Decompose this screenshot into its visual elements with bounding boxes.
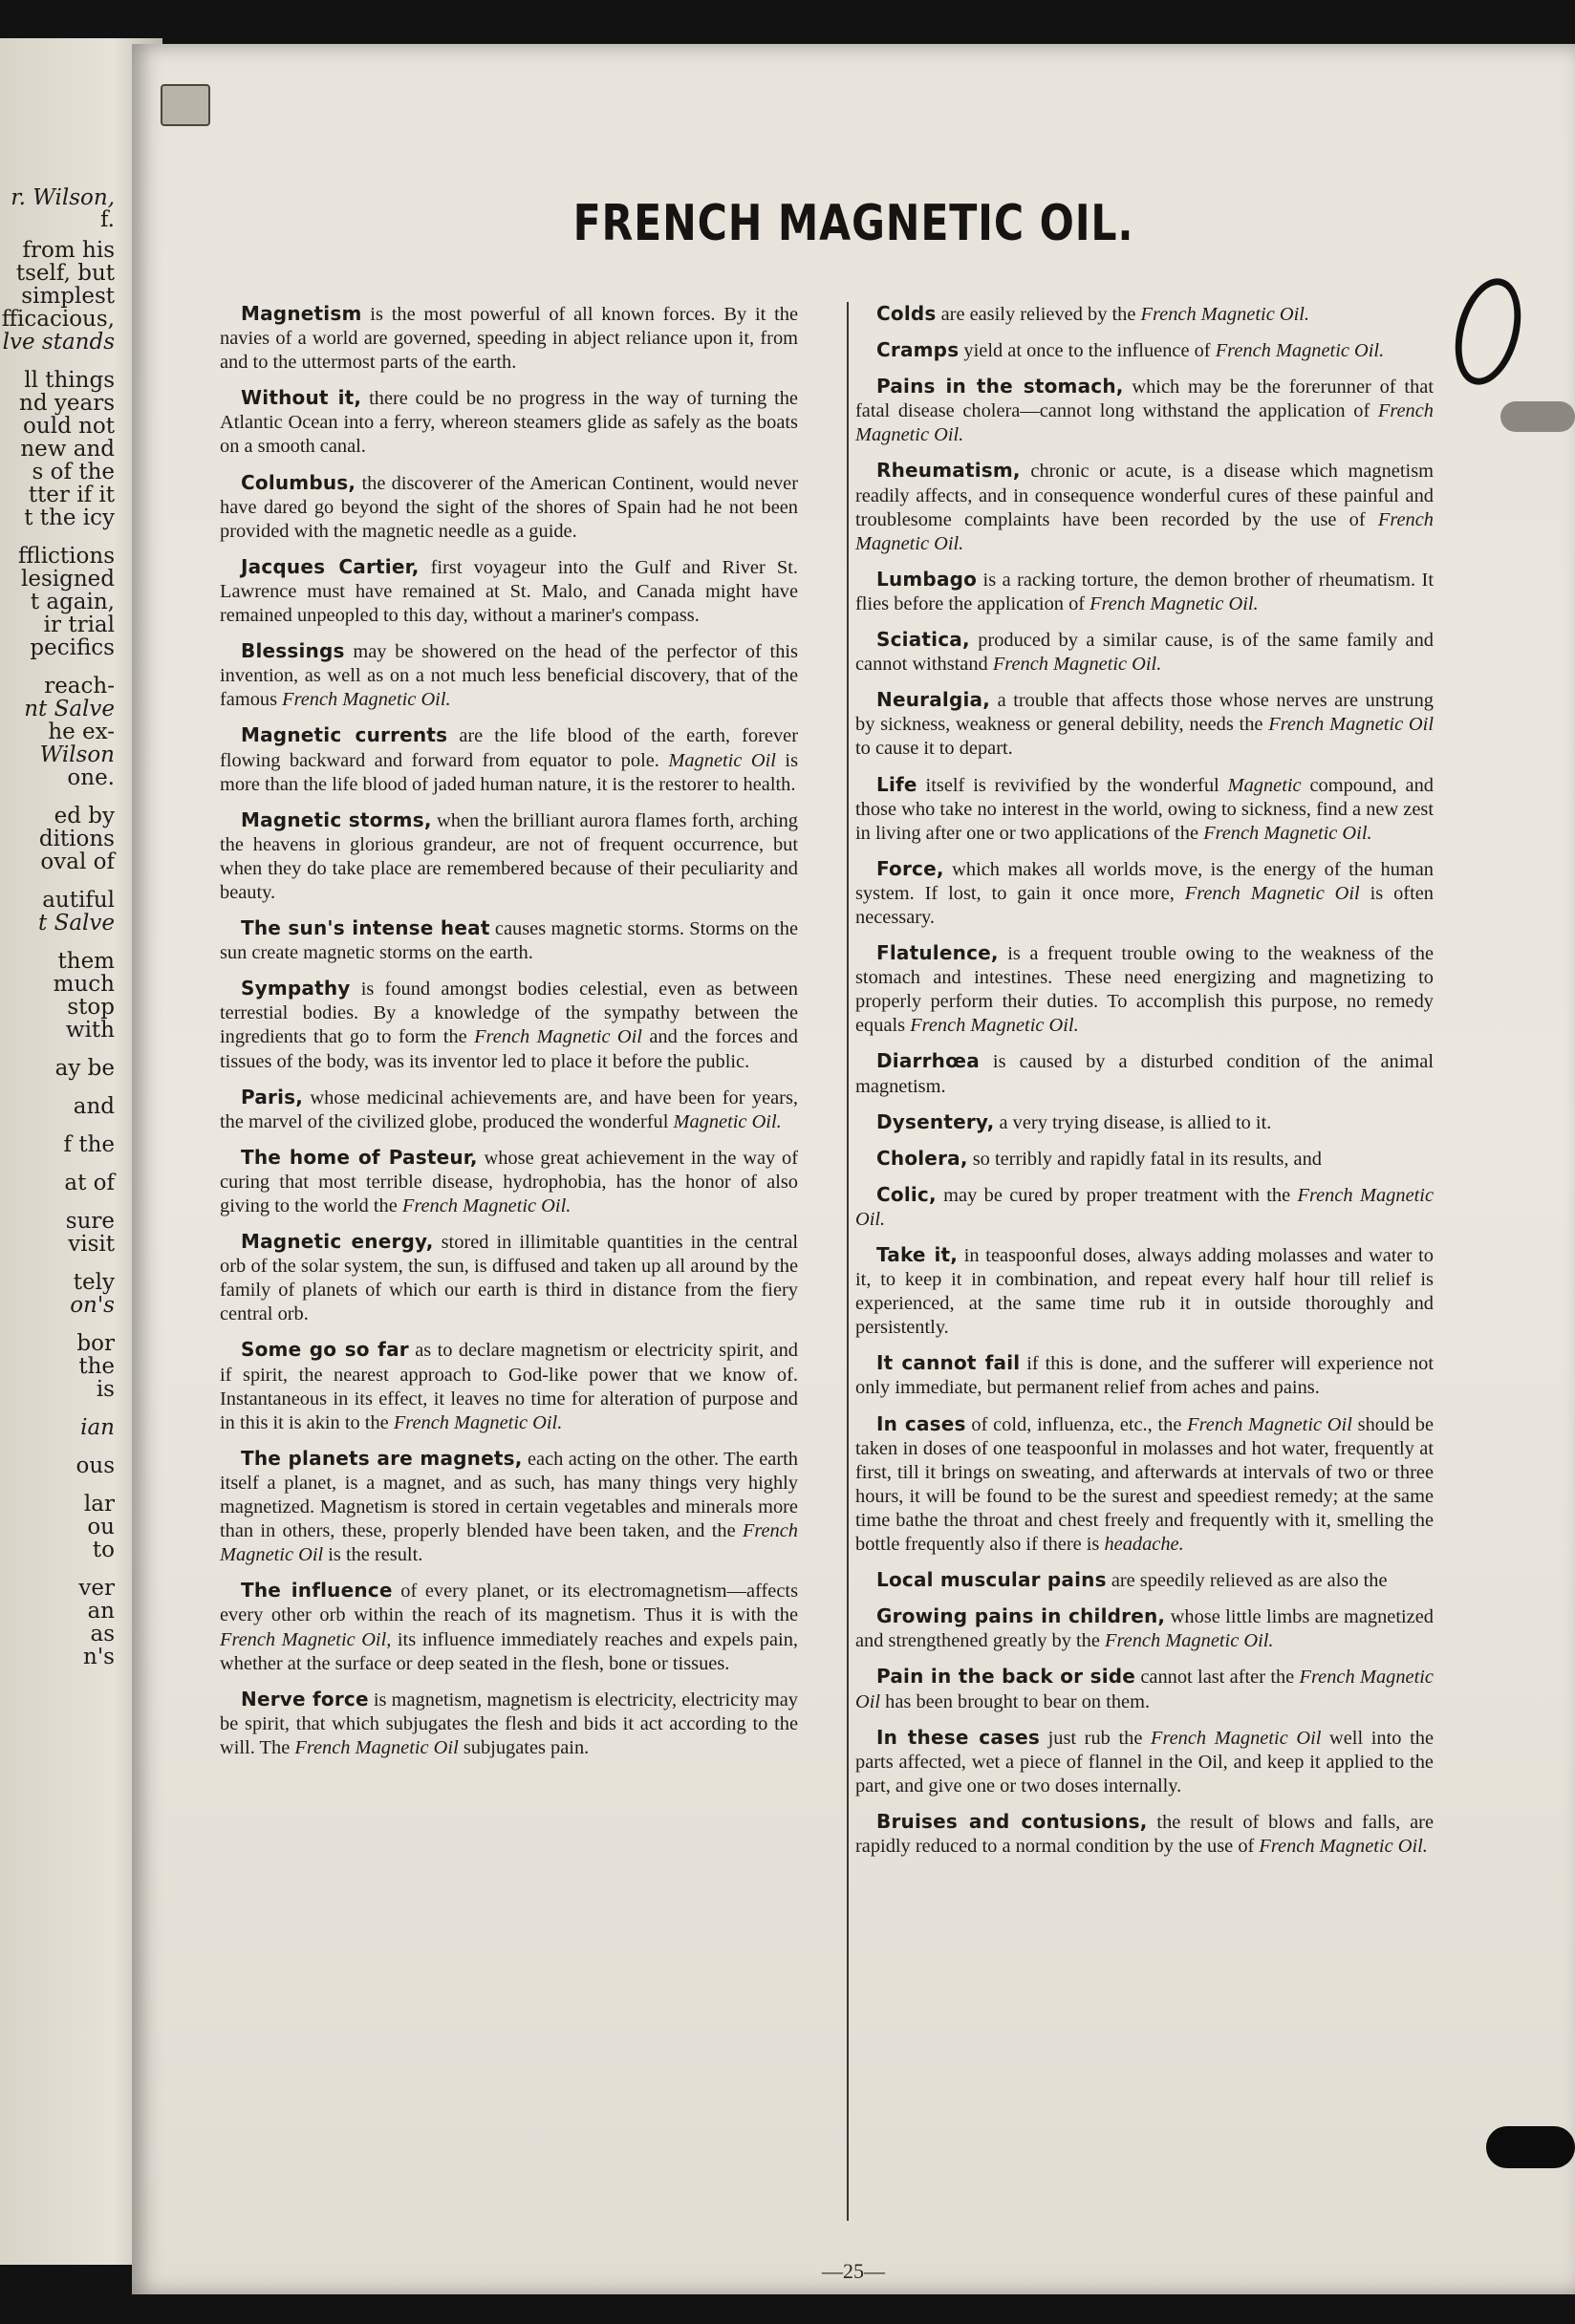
paragraph-lead: Colds <box>876 302 937 325</box>
body-text: in teaspoonful doses, always adding molasses and water to it, to keep it in combination, and repeat every half hour till relief is experienced, at the same time rub it in outside thoroughly and persistently. <box>855 1245 1434 1339</box>
body-text: itself is revivified by the wonderful <box>917 774 1228 796</box>
body-text: is found amongst bodies celestial, even as between terrestial bodies. By a knowledge of the sympathy between the ingredients that go to form the <box>220 979 798 1048</box>
previous-page-line: lar <box>83 1492 115 1517</box>
previous-page-line: tself, but <box>15 261 115 286</box>
body-text: are the life blood of the earth, forever flowing backward and forward from equator to pole. <box>220 725 798 771</box>
page-title: FRENCH MAGNETIC OIL. <box>572 195 1134 252</box>
italic-text: French Magnetic Oil. <box>1215 340 1385 362</box>
body-text: is the result. <box>323 1544 423 1566</box>
body-text: a trouble that affects those whose nerves are unstrung by sickness, weakness or general debility, needs the <box>855 690 1434 736</box>
paragraph <box>855 1110 1434 1135</box>
previous-page-line: simplest <box>21 284 115 309</box>
body-text: cannot last after the <box>1135 1667 1300 1689</box>
paragraph <box>220 386 798 459</box>
paragraph <box>220 1579 798 1675</box>
paragraph-lead: Take it, <box>876 1243 959 1266</box>
body-text: is caused by a disturbed condition of the animal magnetism. <box>855 1051 1434 1097</box>
paragraph-lead: Some go so far <box>241 1338 409 1362</box>
italic-text: Magnetic Oil. <box>673 1110 782 1132</box>
paragraph-lead: Lumbago <box>876 567 978 591</box>
paragraph-lead: Pain in the back or side <box>876 1665 1136 1689</box>
italic-text: French Magnetic Oil. <box>1090 592 1259 614</box>
body-text: just rub the <box>1040 1727 1151 1749</box>
body-text: stored in illimitable quantities in the central orb of the solar system, the sun, is diffused and taken up all around by the family of planets of which our earth is third in distance from the fiery central orb. <box>220 1232 798 1325</box>
page-number: —25— <box>822 2259 885 2283</box>
body-text: chronic or acute, is a disease which magnetism readily affects, and in consequence wonderful cures of these painful and troublesome complaints have been recorded by the use of <box>855 461 1434 530</box>
paragraph <box>855 1665 1434 1713</box>
paragraph <box>855 459 1434 555</box>
paragraph <box>855 338 1434 363</box>
previous-page-line: and <box>73 1094 115 1119</box>
body-text: to cause it to depart. <box>855 738 1013 760</box>
previous-page-line: at of <box>64 1171 115 1195</box>
body-text: which may be the forerunner of that fatal disease cholera—cannot long withstand the application of <box>855 377 1434 422</box>
italic-text: French Magnetic Oil <box>220 1520 798 1566</box>
body-text: the discoverer of the American Continent, would never have dared go beyond the sight of the shores of Spain had he not been provided with the magnetic needle as a guide. <box>220 472 798 542</box>
paragraph <box>855 628 1434 677</box>
paragraph <box>220 302 798 375</box>
previous-page-line: autiful <box>42 888 115 913</box>
paragraph-lead: In cases <box>876 1411 966 1435</box>
italic-text: French Magnetic Oil. <box>855 1184 1434 1230</box>
previous-page-line: the <box>78 1354 115 1379</box>
column-divider <box>847 302 849 2221</box>
previous-page-line: s of the <box>32 460 115 484</box>
paragraph <box>855 1604 1434 1653</box>
body-text: yield at once to the influence of <box>959 340 1216 362</box>
body-text: are easily relieved by the <box>936 304 1141 325</box>
previous-page-line: fflictions <box>18 544 115 569</box>
previous-page-line: t the icy <box>24 506 115 530</box>
paragraph <box>855 1183 1434 1232</box>
previous-page-line: nd years <box>19 391 115 416</box>
body-text: when the brilliant aurora flames forth, arching the heavens in glorious grandeur, are not of frequent occurrence, but when they do take place are remembered because of their peculiarity and beauty. <box>220 809 798 903</box>
paragraph <box>855 1243 1434 1340</box>
paragraph <box>220 977 798 1073</box>
left-column <box>220 302 798 1772</box>
paragraph <box>855 1412 1434 1558</box>
previous-page-line: lve stands <box>2 330 115 355</box>
previous-page-line: fficacious, <box>1 307 115 332</box>
body-text: should be taken in doses of one teaspoonful in molasses and hot water, frequently at first, till it brings on sweating, and afterwards at intervals of two or three hours, it will be found to be the surest and speediest remedy; at the same time bathe the throat and chest freely and frequently with it, smelling the bottle frequently also if there is <box>855 1413 1435 1556</box>
previous-page-line: lesigned <box>21 567 115 592</box>
body-text: is often necessary. <box>855 882 1434 928</box>
body-text: is the most powerful of all known forces. By it the navies of a world are governed, speeding in abject reliance upon it, from and to the uttermost parts of the earth. <box>220 304 798 374</box>
paragraph-lead: Columbus, <box>241 470 356 494</box>
italic-text: headache. <box>1104 1534 1184 1556</box>
document-page <box>132 44 1575 2294</box>
paragraph-lead: Bruises and contusions, <box>876 1809 1148 1833</box>
body-text: causes magnetic storms. Storms on the sun create magnetic storms on the earth. <box>220 918 798 964</box>
previous-page-line: bor <box>76 1331 115 1356</box>
italic-text: French Magnetic Oil. <box>1140 304 1309 325</box>
previous-page-line: an <box>87 1599 115 1624</box>
previous-page-line: nt Salve <box>24 697 115 721</box>
body-text: if this is done, and the sufferer will experience not only immediate, but permanent relief from aches and pains. <box>855 1353 1434 1399</box>
previous-page-line: much <box>53 972 115 997</box>
italic-text: Magnetic <box>1227 774 1302 796</box>
previous-page-line: is <box>96 1377 115 1402</box>
body-text: whose medicinal achievements are, and have been for years, the marvel of the civilized globe, produced the wonderful <box>220 1087 798 1132</box>
paragraph-lead: Magnetic energy, <box>241 1230 434 1254</box>
paragraph-lead: Neuralgia, <box>876 688 991 712</box>
previous-page-line: ou <box>87 1515 115 1539</box>
previous-page-line: Wilson <box>39 742 115 767</box>
italic-text: French Magnetic Oil. <box>992 654 1162 676</box>
previous-page-line: f the <box>63 1132 115 1157</box>
previous-page-line: t again, <box>30 590 115 614</box>
previous-page-line: to <box>92 1538 115 1562</box>
paragraph <box>855 773 1434 846</box>
paragraph <box>855 941 1434 1038</box>
body-text: of cold, influenza, etc., the <box>965 1413 1188 1435</box>
body-text: the result of blows and falls, are rapidly reduced to a normal condition by the use of <box>855 1811 1434 1857</box>
previous-page-line: one. <box>67 765 115 790</box>
paragraph <box>855 857 1434 930</box>
previous-page-line: reach- <box>44 674 115 699</box>
paragraph-lead: The influence <box>241 1579 393 1603</box>
paragraph-lead: The sun's intense heat <box>241 916 490 940</box>
body-text: its influence immediately reaches and expels pain, whether at the surface or deep seated in the flesh, bone or tissues. <box>220 1628 798 1674</box>
body-text: is magnetism, magnetism is electricity, electricity may be spirit, that which subjugates the flesh and bids it act according to the will. The <box>220 1689 798 1758</box>
paragraph-lead: Nerve force <box>241 1687 369 1711</box>
body-text: whose great achievement in the way of curing that most terrible disease, hydrophobia, has the honor of also giving to the world the <box>220 1147 798 1216</box>
body-text: whose little limbs are magnetized and strengthened greatly by the <box>855 1606 1434 1652</box>
paragraph <box>855 1351 1434 1400</box>
previous-page-line: ll things <box>24 368 115 393</box>
paragraph-lead: Blessings <box>241 639 345 663</box>
paragraph-lead: Diarrhœa <box>876 1049 980 1073</box>
paragraph <box>855 1049 1434 1098</box>
paragraph <box>855 1568 1434 1593</box>
italic-text: French Magnetic Oil. <box>910 1015 1079 1037</box>
italic-text: Magnetic Oil <box>668 749 776 771</box>
paragraph <box>220 1230 798 1326</box>
italic-text: French Magnetic Oil. <box>855 508 1434 554</box>
italic-text: French Magnetic Oil <box>1268 714 1434 736</box>
body-text: well into the parts affected, wet a piece of flannel in the Oil, and keep it applied to the part, and give one or two doses internally. <box>855 1727 1434 1797</box>
paragraph-lead: In these cases <box>876 1725 1040 1749</box>
body-text: a very trying disease, is allied to it. <box>994 1111 1272 1133</box>
previous-page-line: ian <box>80 1415 115 1440</box>
previous-page-line: t Salve <box>38 911 115 936</box>
previous-page-line: ould not <box>23 414 115 439</box>
italic-text: French Magnetic Oil <box>474 1026 642 1048</box>
paragraph-lead: Flatulence, <box>876 941 999 965</box>
paragraph-lead: It cannot fail <box>876 1351 1021 1375</box>
previous-page-line: f. <box>99 207 115 232</box>
previous-page-line: ay be <box>54 1056 115 1081</box>
italic-text: French Magnetic Oil <box>1151 1727 1322 1749</box>
previous-page-line: visit <box>68 1232 115 1257</box>
italic-text: French Magnetic Oil. <box>1203 822 1372 844</box>
body-text: so terribly and rapidly fatal in its results, and <box>967 1148 1322 1170</box>
paragraph <box>220 1146 798 1218</box>
paragraph-lead: Growing pains in children, <box>876 1604 1166 1628</box>
paragraph-lead: Cholera, <box>876 1146 968 1170</box>
previous-page-line: sure <box>65 1209 115 1234</box>
previous-page-line: ver <box>78 1576 115 1601</box>
previous-page-line: as <box>90 1622 115 1646</box>
paragraph-lead: The planets are magnets, <box>241 1446 523 1470</box>
previous-page-line: stop <box>67 995 115 1020</box>
body-text: produced by a similar cause, is of the same family and cannot withstand <box>855 630 1434 676</box>
paragraph-lead: Life <box>876 772 917 796</box>
paragraph <box>220 916 798 965</box>
paragraph-lead: Jacques Cartier, <box>241 554 420 578</box>
paragraph <box>220 1688 798 1760</box>
paragraph-lead: Magnetism <box>241 302 362 325</box>
body-text: is more than the life blood of jaded human nature, it is the restorer to health. <box>220 749 799 795</box>
body-text: as to declare magnetism or electricity spirit, and if spirit, the nearest approach to God-like power that we know of. Instantaneous in its effect, it leaves no time for alteration of purpose and in this it is akin to the <box>220 1340 798 1433</box>
paragraph <box>220 471 798 544</box>
body-text: is a racking torture, the demon brother of rheumatism. It flies before the application of <box>855 569 1434 614</box>
body-text: subjugates pain. <box>458 1736 590 1758</box>
page-edge-blot <box>1486 2126 1575 2168</box>
paragraph-lead: Cramps <box>876 338 960 362</box>
paragraph <box>220 555 798 628</box>
previous-page-line: them <box>57 949 115 974</box>
paragraph <box>855 1147 1434 1172</box>
paragraph <box>220 639 798 712</box>
paragraph <box>220 1338 798 1434</box>
previous-page-line: from his <box>22 238 115 263</box>
body-text: is a frequent trouble owing to the weakness of the stomach and intestines. These need energizing and magnetizing to properly perform their duties. To accomplish this purpose, no remedy equals <box>855 943 1434 1037</box>
body-text: has been brought to bear on them. <box>880 1690 1151 1712</box>
body-text: and the forces and tissues of the body, was its inventor led to place it before the public. <box>220 1026 798 1072</box>
paragraph <box>220 808 798 905</box>
italic-text: French Magnetic Oil. <box>1259 1835 1428 1857</box>
paragraph-lead: Magnetic currents <box>241 723 448 747</box>
body-text: which makes all worlds move, is the energy of the human system. If lost, to gain it once more, <box>855 858 1434 904</box>
paragraph <box>220 1447 798 1567</box>
paragraph-lead: Force, <box>876 856 944 880</box>
italic-text: French Magnetic Oil <box>855 1667 1434 1712</box>
paragraph <box>220 723 798 796</box>
previous-page-line: r. Wilson, <box>11 185 115 210</box>
paragraph-lead: Magnetic storms, <box>241 807 432 831</box>
italic-text: French Magnetic Oil. <box>855 400 1434 446</box>
previous-page-line: tely <box>73 1270 115 1295</box>
body-text: of every planet, or its electromagnetism—affects every other orb within the reach of its magnetism. Thus it is with the <box>220 1581 799 1626</box>
italic-text: French Magnetic Oil <box>1184 882 1360 904</box>
previous-page-line: with <box>65 1018 115 1043</box>
body-text: are speedily relieved as are also the <box>1106 1570 1388 1592</box>
italic-text: French Magnetic Oil, <box>220 1628 392 1650</box>
paragraph-lead: Colic, <box>876 1182 937 1206</box>
body-text: each acting on the other. The earth itself a planet, is a magnet, and as such, has many things very highly magnetized. Magnetism is stored in certain vegetables and minerals more than in others, these, properly blended have been taken, and the <box>220 1448 798 1542</box>
paragraph <box>855 375 1434 447</box>
italic-text: French Magnetic Oil. <box>282 689 451 711</box>
paragraph-lead: Without it, <box>241 386 362 410</box>
italic-text: French Magnetic Oil. <box>393 1411 563 1433</box>
paragraph-lead: Dysentery, <box>876 1109 995 1133</box>
previous-page-line: new and <box>20 437 115 462</box>
paragraph-lead: Local muscular pains <box>876 1568 1107 1592</box>
body-text: may be cured by proper treatment with the <box>936 1184 1298 1206</box>
italic-text: French Magnetic Oil. <box>1105 1630 1274 1652</box>
binding-clip <box>161 84 210 126</box>
right-column <box>855 302 1434 1870</box>
paragraph <box>220 1086 798 1134</box>
body-text: first voyageur into the Gulf and River St. Lawrence must have remained at St. Malo, and Canada might have remained unpeopled to this day, without a mariner's compass. <box>220 556 798 627</box>
paragraph-lead: The home of Pasteur, <box>241 1145 478 1169</box>
previous-page-line: ir trial <box>43 613 115 637</box>
paragraph <box>855 1810 1434 1859</box>
previous-page-line: on's <box>70 1293 115 1318</box>
body-text: there could be no progress in the way of turning the Atlantic Ocean into a ferry, whereon steamers glide as safely as the boats on a smooth canal. <box>220 388 798 458</box>
previous-page-line: ed by <box>54 804 115 828</box>
paragraph-lead: Paris, <box>241 1085 304 1108</box>
italic-text: French Magnetic Oil <box>294 1736 459 1758</box>
previous-page-line: tter if it <box>28 483 115 507</box>
previous-page-line: n's <box>83 1645 115 1669</box>
previous-page-line: oval of <box>40 850 115 874</box>
paragraph <box>855 688 1434 761</box>
italic-text: French Magnetic Oil. <box>401 1195 572 1216</box>
italic-text: French Magnetic Oil <box>1187 1413 1352 1435</box>
previous-page-line: he ex- <box>48 720 115 744</box>
paragraph-lead: Rheumatism, <box>876 459 1021 483</box>
page-edge-mark <box>1500 401 1575 432</box>
previous-page-line: ditions <box>38 827 115 851</box>
paragraph-lead: Sciatica, <box>876 628 970 652</box>
previous-page-line: pecifics <box>30 635 115 660</box>
previous-page-line: ous <box>76 1453 115 1478</box>
paragraph <box>855 1726 1434 1798</box>
paragraph-lead: Pains in the stomach, <box>876 375 1124 398</box>
body-text: compound, and those who take no interest in the world, owing to sickness, find a new zest in living after one or two applications of the <box>855 774 1434 844</box>
paragraph <box>855 568 1434 616</box>
body-text: may be showered on the head of the perfector of this invention, as well as on a not much less beneficial discovery, that of the famous <box>220 641 798 711</box>
paragraph <box>855 302 1434 327</box>
paragraph-lead: Sympathy <box>241 977 351 1001</box>
